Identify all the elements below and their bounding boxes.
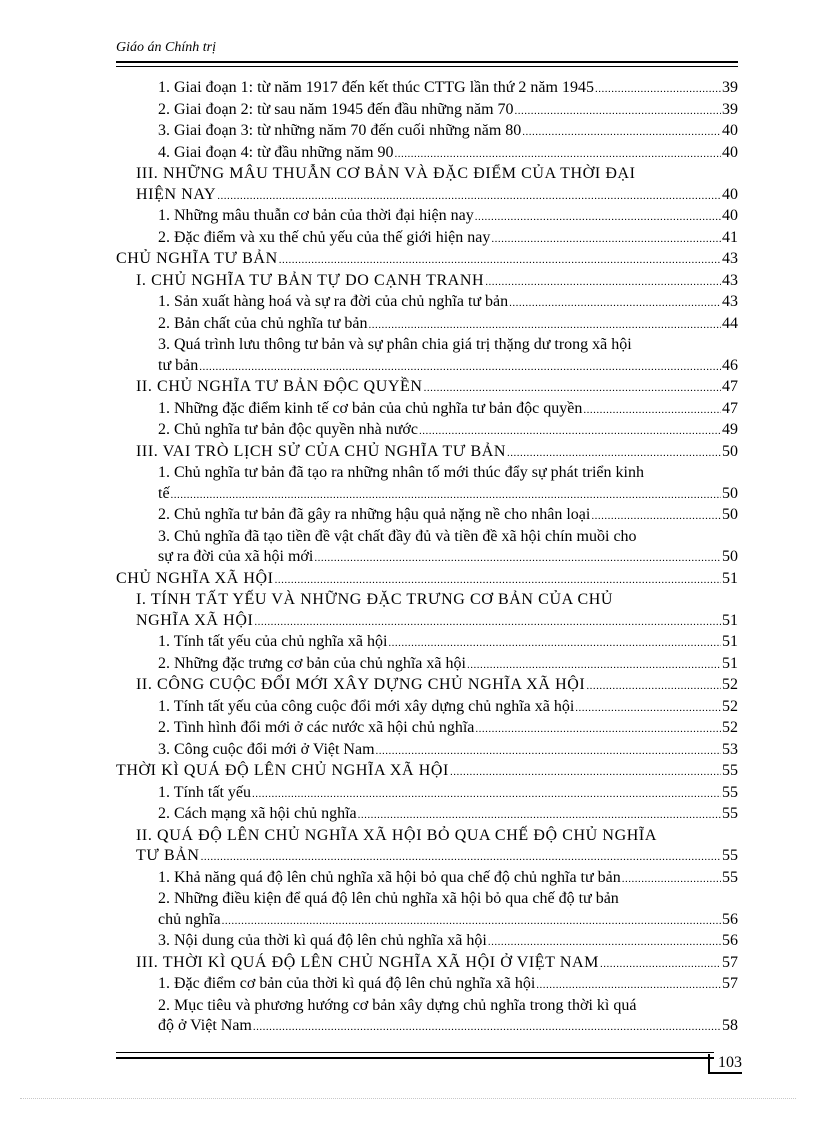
toc-entry-heading-line: 1. Chủ nghĩa tư bản đã tạo ra những nhân tố mới thúc đẩy sự phát triển kinh xyxy=(158,464,644,481)
toc-entry-heading-line: 3. Chủ nghĩa đã tạo tiền đề vật chất đầy đủ và tiền đề xã hội chín muồi cho xyxy=(158,527,637,545)
toc-entry-title: I. CHỦ NGHĨA TƯ BẢN TỰ DO CẠNH TRANH xyxy=(136,271,485,289)
toc-entry[interactable] xyxy=(116,654,738,676)
toc-entry-page: 55 xyxy=(722,805,738,822)
toc-entry[interactable] xyxy=(116,675,738,697)
toc-entry-heading-line: III. NHỮNG MÂU THUẪN CƠ BẢN VÀ ĐẶC ĐIỂM CỦA THỜI ĐẠI xyxy=(136,165,636,182)
toc-entry-heading-line: 3. Quá trình lưu thông tư bản và sự phân chia giá trị thặng dư trong xã hội xyxy=(158,336,632,353)
toc-entry-page: 57 xyxy=(722,953,738,971)
toc-leader-dots xyxy=(254,612,721,633)
toc-leader-dots xyxy=(171,485,721,506)
toc-leader-dots xyxy=(222,911,721,932)
toc-entry-title: sự ra đời của xã hội mới xyxy=(158,548,314,565)
toc-entry-page: 49 xyxy=(722,421,738,438)
toc-entry-heading-line: 2. Mục tiêu và phương hướng cơ bản xây dựng chủ nghĩa trong thời kì quá xyxy=(158,996,637,1014)
toc-entry[interactable] xyxy=(116,846,738,868)
toc-entry-page: 52 xyxy=(722,676,738,693)
toc-entry-title: 2. Chủ nghĩa tư bản đã gây ra những hậu quả nặng nề cho nhân loại xyxy=(158,506,591,523)
toc-entry[interactable] xyxy=(116,505,738,527)
toc-entry-title: 1. Những mâu thuẫn cơ bản của thời đại hiện nay xyxy=(158,207,474,224)
toc-leader-dots xyxy=(199,357,721,378)
toc-entry-page: 51 xyxy=(722,611,738,629)
toc-entry[interactable] xyxy=(116,121,738,143)
toc-leader-dots xyxy=(217,186,721,207)
toc-entry-title: II. CÔNG CUỘC ĐỔI MỚI XÂY DỰNG CHỦ NGHĨA XÃ HỘI xyxy=(136,676,586,693)
toc-entry[interactable] xyxy=(116,974,738,996)
toc-leader-dots xyxy=(376,741,721,762)
toc-entry-title: III. THỜI KÌ QUÁ ĐỘ LÊN CHỦ NGHĨA XÃ HỘI Ở VIỆT NAM xyxy=(136,953,599,971)
toc-entry-heading-line: 2. Những điều kiện để quá độ lên chủ nghĩa xã hội bỏ qua chế độ tư bản xyxy=(158,890,619,907)
toc-entry[interactable] xyxy=(116,910,738,932)
toc-leader-dots xyxy=(536,975,721,996)
toc-entry-page: 43 xyxy=(722,293,738,310)
toc-entry[interactable] xyxy=(116,783,738,805)
toc-entry-page: 51 xyxy=(722,633,738,650)
toc-entry-title: 3. Giai đoạn 3: từ những năm 70 đến cuối những năm 80 xyxy=(158,122,522,139)
toc-entry-title: II. CHỦ NGHĨA TƯ BẢN ĐỘC QUYỀN xyxy=(136,378,423,395)
toc-entry-title: 1. Tính tất yếu của công cuộc đổi mới xây dựng chủ nghĩa xã hội xyxy=(158,697,575,715)
toc-entry[interactable] xyxy=(116,569,738,591)
toc-entry[interactable] xyxy=(116,399,738,421)
toc-entry-page: 58 xyxy=(722,1017,738,1034)
toc-leader-dots xyxy=(515,101,721,122)
toc-leader-dots xyxy=(586,676,721,697)
table-of-contents xyxy=(116,78,738,1038)
toc-leader-dots xyxy=(253,1017,721,1038)
toc-entry[interactable] xyxy=(116,632,738,654)
toc-entry-page: 47 xyxy=(722,378,738,395)
toc-entry-title: tư bản xyxy=(158,356,199,374)
toc-entry[interactable] xyxy=(116,314,738,336)
toc-entry-page: 56 xyxy=(722,910,738,928)
toc-entry-title: 1. Những đặc điểm kinh tế cơ bản của chủ nghĩa tư bản độc quyền xyxy=(158,399,583,417)
toc-entry-title: 1. Khả năng quá độ lên chủ nghĩa xã hội bỏ qua chế độ chủ nghĩa tư bản xyxy=(158,868,621,886)
toc-leader-dots xyxy=(388,633,721,654)
toc-entry[interactable] xyxy=(116,718,738,740)
toc-entry-page: 56 xyxy=(722,932,738,949)
toc-entry[interactable] xyxy=(116,292,738,314)
toc-entry[interactable] xyxy=(116,228,738,250)
toc-leader-dots xyxy=(450,762,721,783)
toc-leader-dots xyxy=(475,207,721,228)
toc-leader-dots xyxy=(575,698,721,719)
toc-entry-title: độ ở Việt Nam xyxy=(158,1017,252,1034)
toc-entry[interactable] xyxy=(116,420,738,442)
toc-entry-heading-line: I. TÍNH TẤT YẾU VÀ NHỮNG ĐẶC TRƯNG CƠ BẢN CỦA CHỦ xyxy=(136,591,614,608)
toc-leader-dots xyxy=(491,229,721,250)
toc-entry-page: 55 xyxy=(722,783,738,801)
toc-entry-heading-line: II. QUÁ ĐỘ LÊN CHỦ NGHĨA XÃ HỘI BỎ QUA CHẾ ĐỘ CHỦ NGHĨA xyxy=(136,826,657,844)
toc-entry[interactable] xyxy=(116,442,738,464)
toc-entry-page: 57 xyxy=(722,975,738,992)
toc-entry-page: 41 xyxy=(722,228,738,246)
toc-leader-dots xyxy=(622,869,721,890)
header-rule-thin xyxy=(116,66,738,67)
toc-entry-title: CHỦ NGHĨA XÃ HỘI xyxy=(116,569,274,587)
toc-entry-page: 52 xyxy=(722,719,738,736)
toc-entry-page: 51 xyxy=(722,654,738,672)
toc-entry-title: chủ nghĩa xyxy=(158,910,221,928)
toc-entry-page: 52 xyxy=(722,697,738,715)
toc-leader-dots xyxy=(395,144,721,165)
toc-entry[interactable] xyxy=(116,377,738,399)
toc-entry-page: 51 xyxy=(722,569,738,587)
toc-entry-title: 2. Giai đoạn 2: từ sau năm 1945 đến đầu những năm 70 xyxy=(158,100,514,118)
toc-leader-dots xyxy=(314,548,721,569)
toc-entry-title: TƯ BẢN xyxy=(136,847,200,864)
toc-entry[interactable] xyxy=(116,740,738,762)
toc-entry-page: 44 xyxy=(722,314,738,332)
toc-entry-title: tế xyxy=(158,484,170,502)
toc-entry-title: CHỦ NGHĨA TƯ BẢN xyxy=(116,250,278,267)
toc-entry-page: 47 xyxy=(722,399,738,417)
toc-entry-page: 40 xyxy=(722,143,738,161)
toc-entry[interactable] xyxy=(116,761,738,783)
footer-rule-thin xyxy=(116,1052,714,1053)
toc-entry[interactable] xyxy=(116,868,738,890)
toc-entry-page: 50 xyxy=(722,442,738,460)
toc-entry-title: 1. Tính tất yếu xyxy=(158,783,252,801)
toc-entry-page: 39 xyxy=(722,79,738,96)
toc-leader-dots xyxy=(358,805,721,826)
toc-entry-page: 40 xyxy=(722,122,738,139)
toc-entry-title: 2. Bản chất của chủ nghĩa tư bản xyxy=(158,314,368,332)
toc-entry-page: 43 xyxy=(722,250,738,267)
toc-entry-title: 1. Sản xuất hàng hoá và sự ra đời của chủ nghĩa tư bản xyxy=(158,293,509,310)
toc-leader-dots xyxy=(583,400,721,421)
toc-entry[interactable] xyxy=(116,953,738,975)
toc-entry-title: 4. Giai đoạn 4: từ đầu những năm 90 xyxy=(158,143,394,161)
page-edge-divider xyxy=(20,1098,796,1099)
toc-entry-page: 40 xyxy=(722,207,738,224)
toc-leader-dots xyxy=(252,784,721,805)
toc-entry-page: 53 xyxy=(722,740,738,758)
toc-entry-title: HIỆN NAY xyxy=(136,185,217,203)
toc-entry[interactable] xyxy=(116,697,738,719)
toc-entry[interactable] xyxy=(116,804,738,826)
toc-entry-page: 39 xyxy=(722,100,738,118)
toc-entry-page: 55 xyxy=(722,847,738,864)
toc-entry-title: 1. Đặc điểm cơ bản của thời kì quá độ lên chủ nghĩa xã hội xyxy=(158,975,536,992)
toc-entry[interactable] xyxy=(116,143,738,165)
toc-entry-title: 1. Tính tất yếu của chủ nghĩa xã hội xyxy=(158,633,388,650)
toc-leader-dots xyxy=(467,655,721,676)
toc-entry-title: 1. Giai đoạn 1: từ năm 1917 đến kết thúc CTTG lần thứ 2 năm 1945 xyxy=(158,79,594,96)
toc-entry[interactable] xyxy=(116,249,738,271)
toc-entry-page: 43 xyxy=(722,271,738,289)
toc-entry[interactable] xyxy=(116,611,738,633)
toc-entry[interactable] xyxy=(116,185,738,207)
toc-entry-title: 3. Công cuộc đổi mới ở Việt Nam xyxy=(158,740,375,758)
toc-entry-title: THỜI KÌ QUÁ ĐỘ LÊN CHỦ NGHĨA XÃ HỘI xyxy=(116,762,449,779)
footer-rule xyxy=(116,1057,714,1059)
toc-leader-dots xyxy=(595,79,721,100)
toc-leader-dots xyxy=(591,506,721,527)
toc-entry-page: 50 xyxy=(722,484,738,502)
toc-entry[interactable] xyxy=(116,547,738,569)
toc-entry-title: 2. Những đặc trưng cơ bản của chủ nghĩa xã hội xyxy=(158,654,466,672)
toc-entry-title: NGHĨA XÃ HỘI xyxy=(136,611,254,629)
running-header: Giáo án Chính trị xyxy=(116,40,216,55)
toc-entry-title: 2. Cách mạng xã hội chủ nghĩa xyxy=(158,805,357,822)
toc-leader-dots xyxy=(419,421,721,442)
toc-leader-dots xyxy=(509,293,721,314)
toc-entry[interactable] xyxy=(116,100,738,122)
toc-entry-title: 2. Tình hình đổi mới ở các nước xã hội chủ nghĩa xyxy=(158,719,475,736)
toc-entry-title: 2. Chủ nghĩa tư bản độc quyền nhà nước xyxy=(158,421,418,438)
page-number: 103 xyxy=(708,1054,742,1074)
toc-entry-page: 55 xyxy=(722,868,738,886)
toc-leader-dots xyxy=(507,443,721,464)
toc-entry[interactable] xyxy=(116,931,738,953)
toc-entry[interactable] xyxy=(116,356,738,378)
toc-entry[interactable] xyxy=(116,1016,738,1038)
toc-entry-title: III. VAI TRÒ LỊCH SỬ CỦA CHỦ NGHĨA TƯ BẢN xyxy=(136,442,507,460)
toc-entry-page: 46 xyxy=(722,356,738,374)
toc-leader-dots xyxy=(475,719,721,740)
toc-entry-page: 50 xyxy=(722,506,738,523)
toc-leader-dots xyxy=(369,315,722,336)
toc-leader-dots xyxy=(485,272,721,293)
toc-entry[interactable] xyxy=(116,484,738,506)
toc-entry-title: 3. Nội dung của thời kì quá độ lên chủ nghĩa xã hội xyxy=(158,932,487,949)
toc-entry-title: 2. Đặc điểm và xu thế chủ yếu của thế giới hiện nay xyxy=(158,228,491,246)
toc-leader-dots xyxy=(488,932,721,953)
toc-leader-dots xyxy=(275,570,721,591)
toc-entry[interactable] xyxy=(116,78,738,100)
toc-entry-page: 40 xyxy=(722,185,738,203)
header-rule xyxy=(116,61,738,63)
toc-entry[interactable] xyxy=(116,271,738,293)
toc-leader-dots xyxy=(201,847,721,868)
toc-leader-dots xyxy=(522,122,721,143)
toc-entry-page: 55 xyxy=(722,762,738,779)
toc-entry[interactable] xyxy=(116,206,738,228)
toc-leader-dots xyxy=(279,250,721,271)
toc-leader-dots xyxy=(424,378,721,399)
toc-leader-dots xyxy=(600,954,721,975)
toc-entry-page: 50 xyxy=(722,548,738,565)
